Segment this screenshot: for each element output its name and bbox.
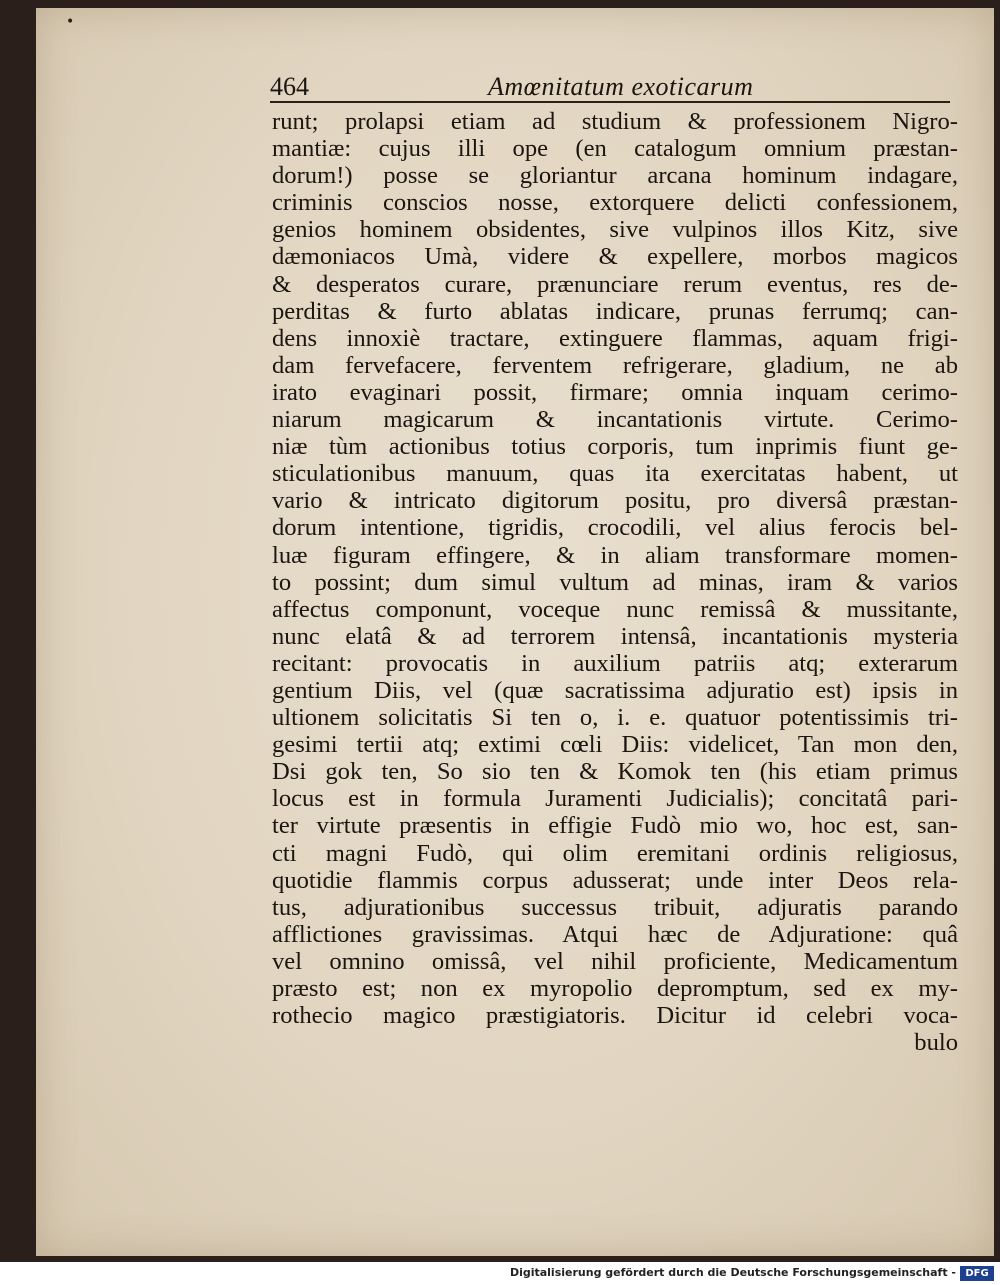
footer-bar <box>0 1262 1000 1285</box>
text-line: affectus componunt, voceque nunc remissâ & mussitante, <box>272 595 958 623</box>
text-line: criminis conscios nosse, extorquere delicti confessionem, <box>272 189 958 217</box>
text-line: nunc elatâ & ad terrorem intensâ, incantationis mysteria <box>272 622 958 650</box>
text-line: sticulationibus manuum, quas ita exercitatas habent, ut <box>272 460 958 488</box>
dfg-logo: DFG <box>960 1266 994 1281</box>
text-line: cti magni Fudò, qui olim eremitani ordinis religiosus, <box>272 839 958 867</box>
text-line: niæ tùm actionibus totius corporis, tum inprimis fiunt ge- <box>272 433 958 461</box>
funding-credit: Digitalisierung gefördert durch die Deutsche Forschungsgemeinschaft - <box>509 1266 956 1279</box>
text-line: runt; prolapsi etiam ad studium & professionem Nigro- <box>272 108 958 135</box>
text-line: locus est in formula Juramenti Judicialis); concitatâ pari- <box>272 785 958 813</box>
text-line: mantiæ: cujus illi ope (en catalogum omnium præstan- <box>272 135 958 163</box>
text-line: gentium Diis, vel (quæ sacratissima adjuratio est) ipsis in <box>272 676 958 704</box>
text-line: quotidie flammis corpus adusserat; unde inter Deos rela- <box>272 866 958 894</box>
text-line: ter virtute præsentis in effigie Fudò mio wo, hoc est, san- <box>272 812 958 840</box>
text-line: Dsi gok ten, So sio ten & Komok ten (his etiam primus <box>272 758 958 786</box>
text-line: afflictiones gravissimas. Atqui hæc de Adjuratione: quâ <box>272 920 958 948</box>
text-line: vel omnino omissâ, vel nihil proficiente, Medicamentum <box>272 947 958 975</box>
running-head <box>270 66 950 106</box>
text-line: niarum magicarum & incantationis virtute. Cerimo- <box>272 406 958 434</box>
page-number: 464 <box>270 72 309 101</box>
text-line: genios hominem obsidentes, sive vulpinos illos Kitz, sive <box>272 216 958 244</box>
text-line: luæ figuram effingere, & in aliam transformare momen- <box>272 541 958 569</box>
text-line: dorum!) posse se gloriantur arcana hominum indagare, <box>272 162 958 190</box>
text-line: tus, adjurationibus successus tribuit, adjuratis parando <box>272 893 958 921</box>
text-line: perditas & furto ablatas indicare, prunas ferrumq; can- <box>272 297 958 325</box>
text-line: gesimi tertii atq; extimi cœli Diis: videlicet, Tan mon den, <box>272 731 958 759</box>
text-line: irato evaginari possit, firmare; omnia inquam cerimo- <box>272 378 958 406</box>
text-line: recitant: provocatis in auxilium patriis atq; exterarum <box>272 649 958 677</box>
text-line: dam fervefacere, ferventem refrigerare, gladium, ne ab <box>272 351 958 379</box>
text-line: ultionem solicitatis Si ten o, i. e. quatuor potentissimis tri- <box>272 704 958 732</box>
running-title: Amœnitatum exoticarum <box>488 72 754 101</box>
text-line: dorum intentione, tigridis, crocodili, vel alius ferocis bel- <box>272 514 958 542</box>
text-line: præsto est; non ex myropolio depromptum, sed ex my- <box>272 975 958 1002</box>
text-line: dens innoxiè tractare, extinguere flammas, aquam frigi- <box>272 324 958 352</box>
text-line: to possint; dum simul vultum ad minas, iram & varios <box>272 568 958 596</box>
corner-mark: • <box>66 14 75 30</box>
text-line: & desperatos curare, prænunciare rerum eventus, res de- <box>272 270 958 298</box>
body-text <box>272 108 958 1056</box>
header-rule <box>270 101 950 103</box>
text-line: dæmoniacos Umà, videre & expellere, morbos magicos <box>272 243 958 271</box>
text-line: vario & intricato digitorum positu, pro diversâ præstan- <box>272 487 958 515</box>
text-line: rothecio magico præstigiatoris. Dicitur id celebri voca- <box>272 1002 958 1030</box>
text-line: bulo <box>914 1029 958 1057</box>
